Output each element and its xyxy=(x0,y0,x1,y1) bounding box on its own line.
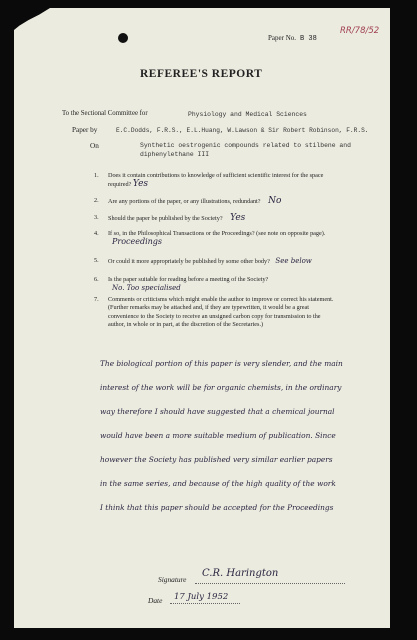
question-number: 6. xyxy=(94,276,99,283)
comment-line-3: way therefore I should have suggested that a chemical journal xyxy=(100,407,335,416)
comment-line-2: interest of the work will be for organic chemists, in the ordinary xyxy=(100,383,342,392)
answer-5: See below xyxy=(275,257,312,265)
comment-line-7: I think that this paper should be accepted for the Proceedings xyxy=(100,503,334,512)
question-7 xyxy=(94,296,336,330)
question-1 xyxy=(94,172,336,190)
punch-hole xyxy=(118,33,128,43)
signature-value: C.R. Harington xyxy=(202,568,279,579)
page-title: REFEREE'S REPORT xyxy=(140,68,263,80)
authors-label: Paper by xyxy=(72,126,98,134)
topic-line-1: Synthetic oestrogenic compounds related to stilbene and xyxy=(140,142,351,149)
question-number: 7. xyxy=(94,296,99,303)
authors-value: E.C.Dodds, F.R.S., E.L.Huang, W.Lawson & Sir Robert Robinson, F.R.S. xyxy=(116,127,369,134)
question-5 xyxy=(94,257,336,266)
question-text: Is the paper suitable for reading before a meeting of the Society? xyxy=(108,276,269,283)
question-text: Comments or criticisms which might enable the author to improve or correct his statement. (Further remarks may be attached and, if they are typewritten, it would be a great convenience to the Society to receive an unsigned carbon copy for transmission to the author, in whole or in part, at the discretion of the Secretaries.) xyxy=(108,296,334,329)
comment-line-4: would have been a more suitable medium of publication. Since xyxy=(100,431,336,440)
question-6 xyxy=(94,276,336,293)
committee-label: To the Sectional Committee for xyxy=(62,110,148,117)
question-text: Does it contain contributions to knowledge of sufficient scientific interest for the space required? xyxy=(108,172,324,189)
topic-label: On xyxy=(90,142,99,150)
question-number: 3. xyxy=(94,214,99,221)
question-3 xyxy=(94,213,336,223)
comment-line-6: in the same series, and because of the high quality of the work xyxy=(100,479,336,488)
topic-line-2: diphenylethane III xyxy=(140,151,210,158)
signature-line xyxy=(195,583,345,584)
question-number: 4. xyxy=(94,230,99,237)
answer-3: Yes xyxy=(230,213,246,223)
question-text: Are any portions of the paper, or any illustrations, redundant? xyxy=(108,198,261,205)
date-line xyxy=(170,603,240,604)
date-value: 17 July 1952 xyxy=(174,592,229,602)
answer-6: No. Too specialised xyxy=(112,284,181,293)
paper-number-label: Paper No. xyxy=(268,34,296,42)
question-2 xyxy=(94,196,336,206)
question-text: If so, in the Philosophical Transactions or the Proceedings? (see note on opposite page). xyxy=(108,230,326,237)
question-text: Should the paper be published by the Society? xyxy=(108,215,223,222)
date-label: Date xyxy=(148,596,163,605)
question-text: Or could it more appropriately be published by some other body? xyxy=(108,258,270,265)
answer-4: Proceedings xyxy=(112,237,163,247)
reference-number: RR/78/52 xyxy=(340,26,380,36)
answer-1: Yes xyxy=(132,179,149,190)
signature-label: Signature xyxy=(158,575,187,584)
question-number: 2. xyxy=(94,197,99,204)
question-4 xyxy=(94,230,336,247)
answer-2: No xyxy=(268,196,282,206)
comment-line-5: however the Society has published very similar earlier papers xyxy=(100,455,333,464)
question-number: 5. xyxy=(94,257,99,264)
paper-number xyxy=(268,34,317,43)
paper-number-value: B 38 xyxy=(300,35,317,43)
committee-value: Physiology and Medical Sciences xyxy=(188,111,307,118)
comment-line-1: The biological portion of this paper is very slender, and the main xyxy=(100,359,343,368)
question-number: 1. xyxy=(94,172,99,179)
